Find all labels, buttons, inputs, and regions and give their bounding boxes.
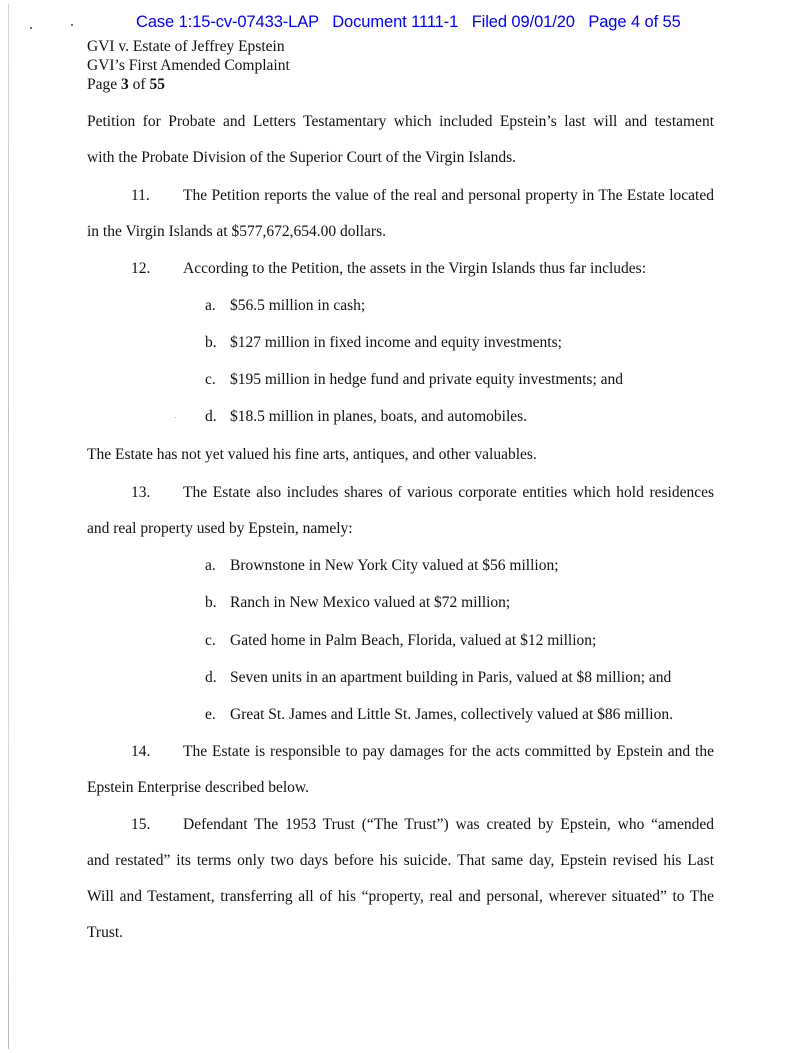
list-item-text: Brownstone in New York City valued at $56 million; [230, 557, 559, 574]
list-item-letter: c. [205, 371, 216, 388]
list-item-letter: c. [205, 632, 216, 649]
list-item-text: Ranch in New Mexico valued at $72 million; [230, 594, 511, 611]
stamp-filed-date: Filed 09/01/20 [471, 13, 575, 31]
body-text-line: Will and Testament, transferring all of his “property, real and personal, wherever situated” to The [87, 888, 714, 905]
filing-stamp-header [136, 13, 681, 32]
body-text-line: Petition for Probate and Letters Testamentary which included Epstein’s last will and testament [87, 113, 714, 130]
caption-document-title: GVI’s First Amended Complaint [87, 57, 290, 74]
body-text-line: and real property used by Epstein, namely: [87, 520, 353, 537]
stamp-page-number: Page 4 of 55 [588, 13, 681, 31]
list-item-letter: e. [205, 706, 216, 723]
list-item-letter: d. [205, 408, 217, 425]
body-text-line: and restated” its terms only two days before his suicide. That same day, Epstein revised his Last [87, 852, 714, 869]
list-item-text: Gated home in Palm Beach, Florida, valued at $12 million; [230, 632, 597, 649]
paragraph-number: 15. [131, 816, 151, 833]
caption-case-title: GVI v. Estate of Jeffrey Epstein [87, 38, 285, 55]
list-item-letter: b. [205, 594, 217, 611]
body-text-line: with the Probate Division of the Superior Court of the Virgin Islands. [87, 149, 517, 166]
body-text-line: in the Virgin Islands at $577,672,654.00 dollars. [87, 223, 387, 240]
body-text-line: The Estate is responsible to pay damages for the acts committed by Epstein and the [183, 743, 714, 760]
body-text-line: The Petition reports the value of the real and personal property in The Estate located [183, 187, 714, 204]
stamp-case-number: Case 1:15-cv-07433-LAP [136, 13, 319, 31]
scan-edge-line [8, 4, 9, 1049]
list-item-letter: d. [205, 669, 217, 686]
list-item-letter: b. [205, 334, 217, 351]
caption-page-number: Page 3 of 55 [87, 76, 165, 93]
scan-speck [30, 27, 32, 29]
list-item-letter: a. [205, 297, 216, 314]
scan-speck [71, 24, 73, 26]
list-item-letter: a. [205, 557, 216, 574]
body-text-line: According to the Petition, the assets in the Virgin Islands thus far includes: [183, 260, 646, 277]
list-item-text: $56.5 million in cash; [230, 297, 366, 314]
scan-speck [175, 417, 176, 418]
list-item-text: $127 million in fixed income and equity investments; [230, 334, 562, 351]
paragraph-number: 13. [131, 484, 151, 501]
stamp-document-number: Document 1111-1 [332, 13, 459, 31]
list-item-text: $195 million in hedge fund and private equity investments; and [230, 371, 624, 388]
body-text-line: Trust. [87, 924, 124, 941]
body-text-line: Defendant The 1953 Trust (“The Trust”) was created by Epstein, who “amended [183, 816, 714, 833]
paragraph-number: 14. [131, 743, 151, 760]
body-text-line: The Estate has not yet valued his fine arts, antiques, and other valuables. [87, 446, 537, 463]
list-item-text: Seven units in an apartment building in Paris, valued at $8 million; and [230, 669, 672, 686]
body-text-line: The Estate also includes shares of various corporate entities which hold residences [183, 484, 714, 501]
list-item-text: $18.5 million in planes, boats, and automobiles. [230, 408, 528, 425]
list-item-text: Great St. James and Little St. James, collectively valued at $86 million. [230, 706, 673, 723]
paragraph-number: 12. [131, 260, 151, 277]
paragraph-number: 11. [131, 187, 150, 204]
body-text-line: Epstein Enterprise described below. [87, 779, 309, 796]
